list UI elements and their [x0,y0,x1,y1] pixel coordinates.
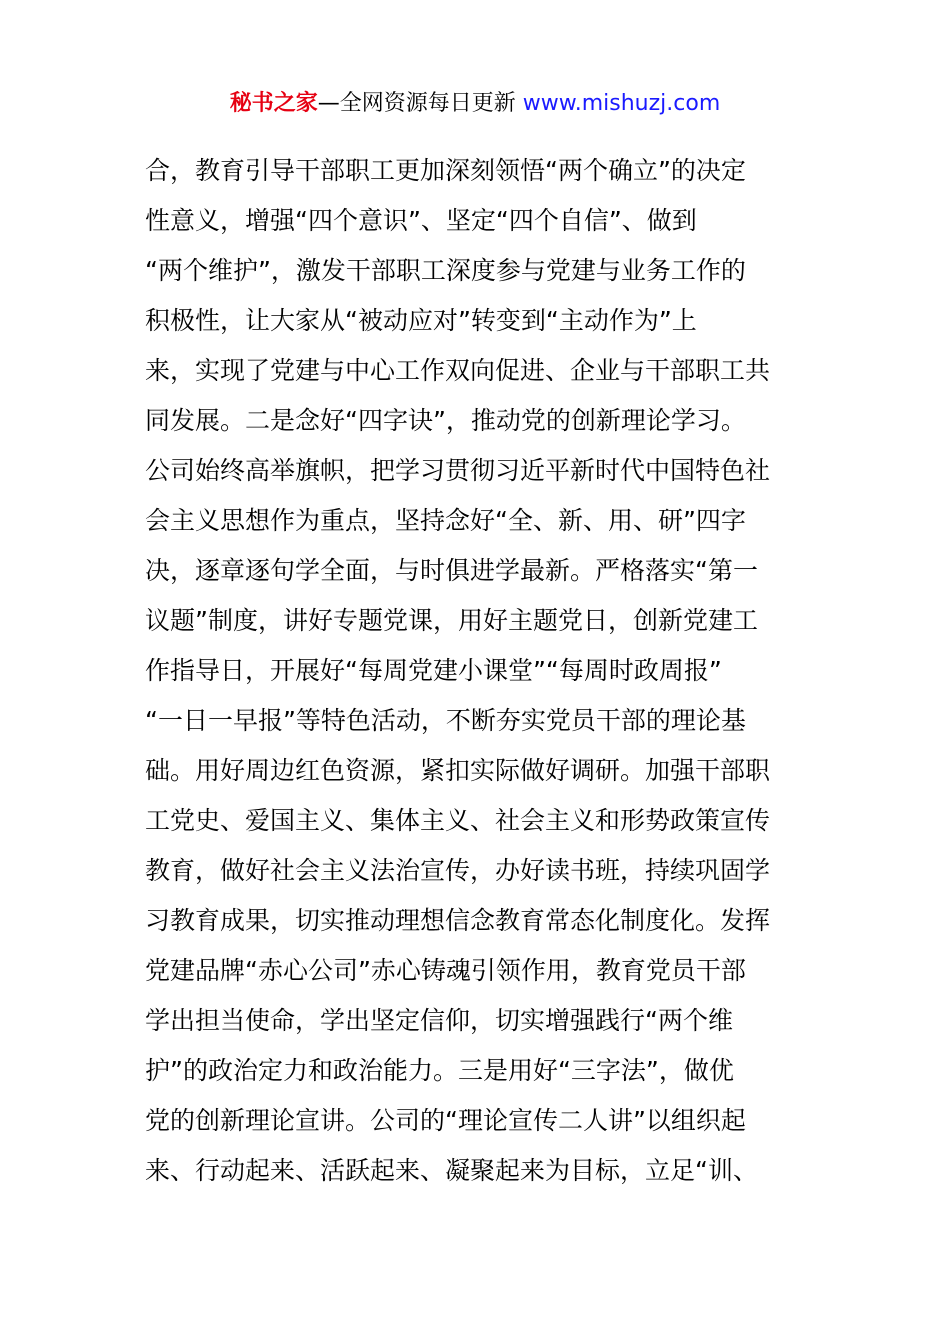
text-line: 工党史、爱国主义、集体主义、社会主义和形势政策宣传 [145,806,771,835]
text-line: 会主义思想作为重点，坚持念好“全、新、用、研”四字 [145,506,746,535]
text-line: 性意义，增强“四个意识”、坚定“四个自信”、做到 [145,206,697,235]
site-url-link[interactable]: www.mishuzj.com [522,91,721,116]
text-line: 来、行动起来、活跃起来、凝聚起来为目标，立足“训、 [145,1156,758,1185]
text-line: 议题”制度，讲好专题党课，用好主题党日，创新党建工 [145,606,758,635]
text-line: 来，实现了党建与中心工作双向促进、企业与干部职工共 [145,356,771,385]
text-line: “两个维护”，激发干部职工深度参与党建与业务工作的 [145,256,746,285]
text-line: 础。用好周边红色资源，紧扣实际做好调研。加强干部职 [145,756,771,785]
document-body [145,146,810,1196]
text-line: 护”的政治定力和政治能力。三是用好“三字法”，做优 [145,1056,734,1085]
text-line: 作指导日，开展好“每周党建小课堂”“每周时政周报” [145,656,722,685]
text-line: 党建品牌“赤心公司”赤心铸魂引领作用，教育党员干部 [145,956,746,985]
site-header [0,88,950,120]
text-line: 决，逐章逐句学全面，与时俱进学最新。严格落实“第一 [145,556,758,585]
text-line: 教育，做好社会主义法治宣传，办好读书班，持续巩固学 [145,856,771,885]
text-line: 同发展。二是念好“四字诀”，推动党的创新理论学习。 [145,406,746,435]
text-line: 合，教育引导干部职工更加深刻领悟“两个确立”的决定 [145,156,746,185]
text-line: 积极性，让大家从“被动应对”转变到“主动作为”上 [145,306,697,335]
text-line: 习教育成果，切实推动理想信念教育常态化制度化。发挥 [145,906,771,935]
site-tagline: —全网资源每日更新 [317,91,516,116]
text-line: 党的创新理论宣讲。公司的“理论宣传二人讲”以组织起 [145,1106,746,1135]
text-line: 公司始终高举旗帜，把学习贯彻习近平新时代中国特色社 [145,456,771,485]
text-line: “一日一早报”等特色活动，不断夯实党员干部的理论基 [145,706,746,735]
site-brand-name: 秘书之家 [229,91,318,116]
text-line: 学出担当使命，学出坚定信仰，切实增强践行“两个维 [145,1006,733,1035]
